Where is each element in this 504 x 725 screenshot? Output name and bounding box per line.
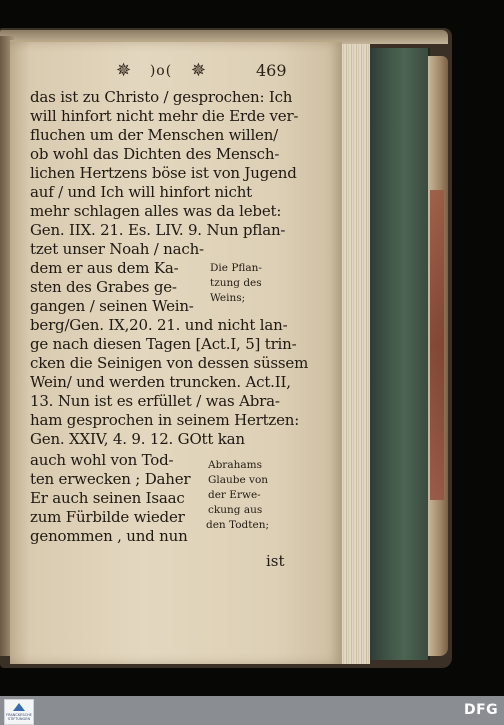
text-line: ham gesprochen in seinem Hertzen: <box>30 411 300 429</box>
text-line: ten erwecken ; Daher <box>30 470 191 488</box>
text-line: will hinfort nicht mehr die Erde ver- <box>30 107 299 125</box>
text-line: Gen. IIX. 21. Es. LIV. 9. Nun pflan- <box>30 221 286 239</box>
logo-emblem-icon <box>13 703 25 711</box>
red-cover-patch <box>430 190 444 500</box>
text-line: dem er aus dem Ka- <box>30 259 179 277</box>
institution-logo[interactable] <box>4 699 34 725</box>
margin-note-line: den Todten; <box>206 519 269 531</box>
text-line: auf / und Ich will hinfort nicht <box>30 183 253 201</box>
text-line: Er auch seinen Isaac <box>30 489 185 507</box>
text-line: cken die Seinigen von dessen süssem <box>30 354 309 372</box>
text-line: gangen / seinen Wein- <box>30 297 194 315</box>
margin-note-line: Weins; <box>210 292 246 304</box>
margin-note-line: Abrahams <box>208 459 262 471</box>
margin-note-line: tzung des <box>210 277 262 289</box>
ornament-flower-icon: ✵ <box>190 60 206 81</box>
catchword: ist <box>266 552 285 570</box>
text-line: auch wohl von Tod- <box>30 451 174 469</box>
logo-text: FRANCKESCHE STIFTUNGEN <box>6 713 32 721</box>
text-line: das ist zu Christo / gesprochen: Ich <box>30 88 293 106</box>
text-line: ge nach diesen Tagen [Act.I, 5] trin- <box>30 335 297 353</box>
text-line: 13. Nun ist es erfüllet / was Abra- <box>30 392 280 410</box>
page-number: 469 <box>256 61 287 80</box>
text-line: zum Fürbilde wieder <box>30 508 185 526</box>
margin-note-line: ckung aus <box>208 504 263 516</box>
text-line: tzet unser Noah / nach- <box>30 240 204 258</box>
margin-note-line: Die Pflan- <box>210 262 262 274</box>
text-line: sten des Grabes ge- <box>30 278 177 296</box>
margin-note-line: der Erwe- <box>208 489 261 501</box>
viewer-footer-bar <box>0 696 504 725</box>
text-line: mehr schlagen alles was da lebet: <box>30 202 282 220</box>
ornament-center: )o( <box>149 63 173 79</box>
dfg-logo[interactable]: DFG <box>464 702 499 718</box>
text-line: Gen. XXIV, 4. 9. 12. GOtt kan <box>30 430 245 448</box>
text-line: berg/Gen. IX,20. 21. und nicht lan- <box>30 316 288 334</box>
text-line: ob wohl das Dichten des Mensch- <box>30 145 280 163</box>
green-fore-edge <box>370 48 430 660</box>
ornament-flower-icon: ✵ <box>116 60 132 81</box>
header-ornament <box>116 60 206 82</box>
text-line: fluchen um der Menschen willen/ <box>30 126 279 144</box>
text-line: Wein/ und werden truncken. Act.II, <box>30 373 291 391</box>
page-block-edges <box>342 44 370 664</box>
text-line: lichen Hertzens böse ist von Jugend <box>30 164 297 182</box>
margin-note-line: Glaube von <box>208 474 269 486</box>
text-line: genommen , und nun <box>30 527 188 545</box>
